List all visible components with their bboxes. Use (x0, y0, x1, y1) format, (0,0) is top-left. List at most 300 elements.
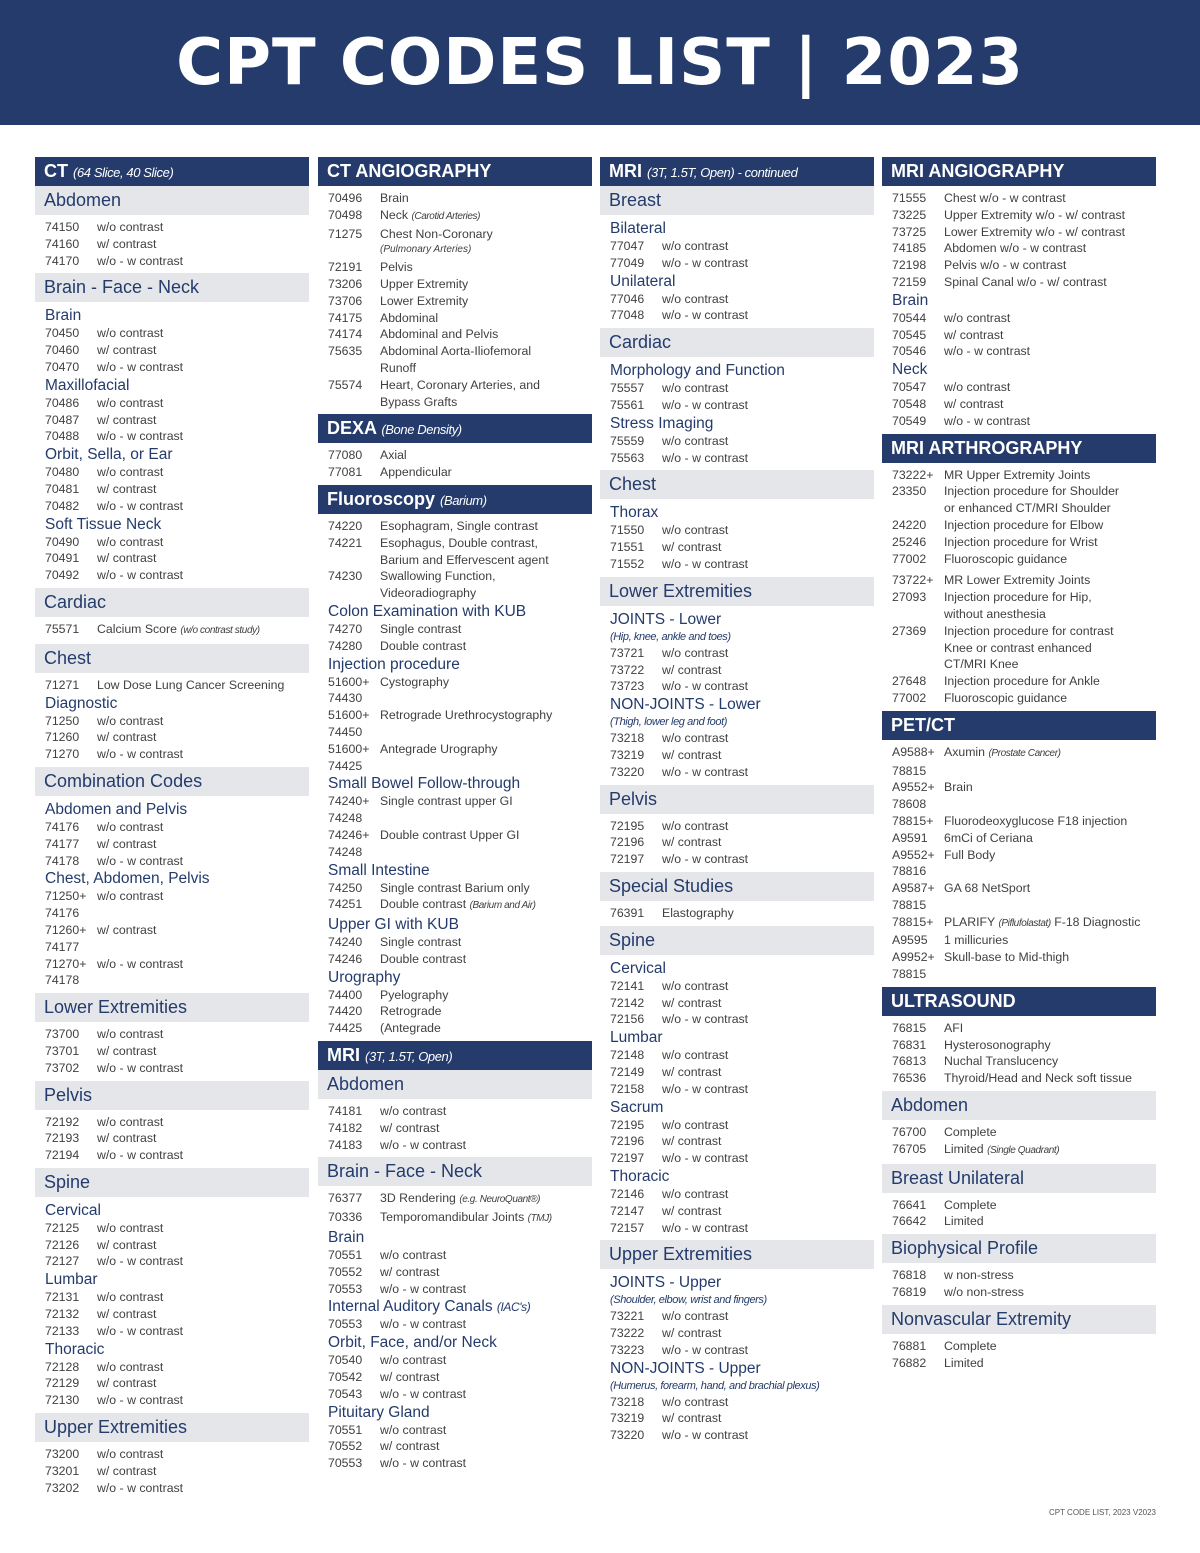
code-description (944, 690, 1156, 707)
cpt-code: 74182 (328, 1120, 363, 1135)
group-label-text: Pituitary Gland (328, 1403, 430, 1421)
code-row (892, 343, 1156, 360)
code-description (944, 1338, 1156, 1355)
cpt-code: 71275 (328, 226, 363, 241)
code-row (45, 836, 309, 853)
description-text: w/o - w contrast (662, 397, 749, 412)
description-text: w/o contrast (380, 1248, 447, 1263)
cpt-code: 76700 (892, 1125, 927, 1140)
code-row (610, 834, 874, 851)
cpt-code: 78815 (892, 763, 927, 778)
code-description (944, 207, 1156, 224)
description-text: 1 millicuries (944, 933, 1009, 948)
description-text: 6mCi of Ceriana (944, 830, 1033, 845)
code-description (97, 1359, 309, 1376)
cpt-code: 71260+ (45, 922, 87, 937)
code-row (892, 274, 1156, 291)
cpt-code: 24220 (892, 517, 927, 532)
cpt-code: 75571 (45, 621, 80, 636)
description-text: w/ contrast (662, 1411, 722, 1426)
code-description (662, 238, 874, 255)
description-text: Abdominal and Pelvis (380, 327, 499, 342)
cpt-code: A9587+ (892, 881, 935, 896)
section-header (318, 1041, 592, 1070)
code-block (35, 796, 309, 993)
section-title: MRI ANGIOGRAPHY (891, 161, 1065, 181)
cpt-code: A9588+ (892, 744, 935, 759)
cpt-code: 71555 (892, 191, 927, 205)
code-description (97, 1130, 309, 1147)
description-text: Single contrast upper GI (380, 794, 513, 809)
code-description (97, 1043, 309, 1060)
code-row (610, 1325, 874, 1342)
description-text: Appendicular (380, 465, 452, 480)
group-label-text: Thorax (610, 504, 659, 522)
subsection-header: Pelvis (600, 785, 874, 814)
description-text: Fluorodeoxyglucose F18 injection (944, 813, 1128, 828)
cpt-code: 74177 (45, 939, 80, 954)
cpt-code: 70548 (892, 396, 927, 411)
description-text: Calcium Score (97, 621, 177, 636)
code-description (662, 905, 874, 922)
code-description (944, 572, 1156, 589)
column-4 (882, 157, 1156, 1375)
cpt-code: 70546 (892, 344, 927, 359)
code-block (882, 463, 1156, 711)
code-row (610, 678, 874, 695)
code-description (97, 1253, 309, 1270)
description-text: Hysterosonography (944, 1037, 1051, 1052)
code-block (600, 357, 874, 470)
group-label-text: Cervical (45, 1201, 101, 1219)
description-text: AFI (944, 1020, 964, 1035)
cpt-code: 73218 (610, 731, 645, 746)
description-text: w/o - w contrast (97, 1480, 184, 1495)
group-label-text: Cervical (610, 959, 666, 977)
cpt-code: 76831 (892, 1037, 927, 1052)
cpt-code: 78815 (892, 967, 927, 982)
code-row (328, 690, 592, 707)
code-description (380, 621, 592, 638)
cpt-code: 70553 (328, 1317, 363, 1332)
code-description (380, 1137, 592, 1154)
code-row (892, 310, 1156, 327)
subsection-header: Spine (600, 926, 874, 955)
cpt-code: 77081 (328, 465, 363, 480)
cpt-code: 75559 (610, 433, 645, 448)
code-row (45, 1026, 309, 1043)
code-row (892, 467, 1156, 484)
description-text: w/o contrast (662, 818, 729, 833)
code-description (662, 556, 874, 573)
cpt-code: A9952+ (892, 950, 935, 965)
code-description (97, 939, 309, 956)
group-label-text: Brain (45, 307, 82, 325)
description-text: w/o - w contrast (97, 853, 184, 868)
description-text: w/o - w contrast (662, 556, 749, 571)
group-note: (Humerus, forearm, hand, and brachial plexus) (610, 1379, 820, 1392)
description-continued: (Pulmonary Arteries) (380, 244, 472, 256)
group-label-text: Lumbar (610, 1029, 663, 1047)
description-text: w/ contrast (97, 1307, 157, 1322)
description-text: Brain (380, 191, 409, 205)
code-description (380, 259, 592, 276)
code-description (944, 673, 1156, 690)
description-text: w/o - w contrast (97, 568, 184, 583)
code-description (380, 934, 592, 951)
subsection-header: Chest (35, 644, 309, 673)
group-label-text: Bilateral (610, 220, 666, 237)
description-note: (TMJ) (527, 1213, 552, 1225)
code-row (610, 978, 874, 995)
group-label (610, 1167, 874, 1186)
cpt-code: 74160 (45, 236, 80, 251)
cpt-code: 73202 (45, 1480, 80, 1495)
cpt-code: 74176 (45, 819, 80, 834)
code-row (610, 556, 874, 573)
group-label-text: Abdomen and Pelvis (45, 800, 188, 818)
description-text: w/ contrast (662, 662, 722, 677)
cpt-code: 70551 (328, 1422, 363, 1437)
description-text: w/o - w contrast (97, 1254, 184, 1269)
code-row (892, 534, 1156, 551)
cpt-code: 74400 (328, 987, 363, 1002)
description-text: w/o - w contrast (944, 344, 1031, 359)
code-row (892, 224, 1156, 241)
code-row (892, 880, 1156, 897)
code-description (97, 253, 309, 270)
group-label (328, 1333, 592, 1352)
description-text: Spinal Canal w/o - w/ contrast (944, 274, 1107, 289)
description-text: w/ contrast (97, 922, 157, 937)
cpt-code: 74174 (328, 327, 363, 342)
group-label (892, 291, 1156, 310)
cpt-code: 74185 (892, 241, 927, 256)
cpt-code: 70450 (45, 326, 80, 341)
description-text: w/o - w contrast (97, 1060, 184, 1075)
group-label (328, 1228, 592, 1247)
code-description (662, 747, 874, 764)
description-text: w/o contrast (97, 220, 164, 234)
description-text: Retrograde Urethrocystography (380, 708, 553, 723)
code-description (97, 359, 309, 376)
description-text: w/o - w contrast (944, 413, 1031, 428)
code-row (610, 1117, 874, 1134)
code-description (380, 1422, 592, 1439)
code-row (45, 713, 309, 730)
code-row (610, 255, 874, 272)
description-text: w/o non-stress (944, 1285, 1024, 1300)
code-description (380, 1247, 592, 1264)
code-description (380, 190, 592, 207)
description-text: w/ contrast (97, 1043, 157, 1058)
code-row (610, 450, 874, 467)
code-description (97, 412, 309, 429)
code-row (328, 810, 592, 827)
code-block (882, 186, 1156, 434)
code-row (45, 1446, 309, 1463)
code-description (662, 1117, 874, 1134)
code-row (45, 1480, 309, 1497)
code-row (45, 677, 309, 694)
description-text: w/o contrast (97, 465, 164, 480)
code-row (328, 535, 592, 552)
group-label-text: Lumbar (45, 1271, 98, 1289)
code-row (45, 1392, 309, 1409)
description-text: w/o contrast (380, 1422, 447, 1437)
code-block (318, 443, 592, 485)
cpt-code: 72156 (610, 1012, 645, 1027)
code-row (328, 1264, 592, 1281)
description-text: Temporomandibular Joints (380, 1210, 525, 1225)
description-text: Chest Non-Coronary (380, 226, 493, 241)
description-text: Pelvis (380, 260, 413, 275)
code-row (45, 939, 309, 956)
code-row (892, 932, 1156, 949)
cpt-code: 72196 (610, 835, 645, 850)
group-label-text: Orbit, Sella, or Ear (45, 446, 173, 464)
cpt-code: 70552 (328, 1439, 363, 1454)
cpt-code: 76881 (892, 1338, 927, 1353)
code-row (892, 779, 1156, 796)
description-text: w/o contrast (97, 713, 164, 728)
group-label (328, 602, 592, 621)
cpt-code: 70498 (328, 207, 363, 222)
code-description (97, 1480, 309, 1497)
code-description (380, 1386, 592, 1403)
subsection-header: Abdomen (318, 1070, 592, 1099)
group-label (328, 1403, 592, 1422)
code-block (600, 499, 874, 576)
cpt-code: 72159 (892, 274, 927, 289)
cpt-code: 72149 (610, 1064, 645, 1079)
code-description (944, 396, 1156, 413)
code-description (944, 467, 1156, 484)
description-continued: Bypass Grafts (380, 394, 458, 409)
description-text: Neck (380, 207, 409, 222)
description-text: Complete (944, 1197, 997, 1212)
cpt-code: 73223 (610, 1342, 645, 1357)
code-row (328, 343, 592, 360)
code-row (328, 621, 592, 638)
subsection-header: Pelvis (35, 1081, 309, 1110)
code-row (45, 428, 309, 445)
cpt-code: 70460 (45, 343, 80, 358)
cpt-code: 74280 (328, 638, 363, 653)
code-row (45, 219, 309, 236)
description-text: w/ contrast (662, 1203, 722, 1218)
code-description (944, 1284, 1156, 1301)
code-description (662, 1203, 874, 1220)
code-row (328, 707, 592, 724)
group-label-text: JOINTS - Upper (610, 1274, 722, 1292)
code-description (97, 325, 309, 342)
description-continued: or enhanced CT/MRI Shoulder (944, 501, 1111, 516)
description-text: Single contrast (380, 621, 462, 636)
cpt-code: 77046 (610, 291, 645, 306)
subsection-header: Breast Unilateral (882, 1164, 1156, 1193)
description-text: w/o contrast (662, 433, 729, 448)
cpt-code: A9595 (892, 933, 928, 948)
subsection-header: Lower Extremities (35, 993, 309, 1022)
description-text: w/o contrast (380, 1104, 447, 1119)
cpt-code: 74251 (328, 897, 363, 912)
code-description (662, 1220, 874, 1237)
code-description (380, 987, 592, 1004)
group-label (610, 695, 874, 714)
cpt-code: 72195 (610, 1117, 645, 1132)
cpt-code: 72147 (610, 1203, 645, 1218)
description-continued: without anesthesia (944, 606, 1046, 621)
code-row (328, 1103, 592, 1120)
code-description (380, 1264, 592, 1281)
description-text: w/o contrast (662, 1048, 729, 1063)
code-description (97, 713, 309, 730)
description-text: w/o contrast (97, 1220, 164, 1235)
code-row (892, 1020, 1156, 1037)
code-row (328, 293, 592, 310)
code-row (45, 236, 309, 253)
description-note: (e.g. NeuroQuant®) (459, 1194, 541, 1206)
code-row (892, 1267, 1156, 1284)
code-description (97, 836, 309, 853)
cpt-code: 72146 (610, 1186, 645, 1201)
group-label-text: JOINTS - Lower (610, 610, 722, 628)
code-row (892, 744, 1156, 763)
code-row (892, 1355, 1156, 1372)
group-label (610, 1098, 874, 1117)
section-title: MRI (609, 161, 642, 181)
cpt-code: 75561 (610, 397, 645, 412)
cpt-code: 73222 (610, 1326, 645, 1341)
code-row (45, 956, 309, 973)
code-row (45, 922, 309, 939)
code-description (380, 844, 592, 861)
code-row (892, 949, 1156, 966)
footer-note: CPT CODE LIST, 2023 V2023 (1048, 1508, 1156, 1517)
description-text: w/ contrast (380, 1120, 440, 1135)
description-text: w/ contrast (97, 551, 157, 566)
description-note: (Prostate Cancer) (988, 747, 1061, 759)
group-label (610, 503, 874, 522)
code-row (328, 896, 592, 915)
code-description (380, 690, 592, 707)
description-text: w/ contrast (662, 540, 722, 555)
cpt-code: 70545 (892, 327, 927, 342)
code-description (97, 729, 309, 746)
cpt-code: 74170 (45, 253, 80, 268)
code-description (380, 343, 592, 360)
subsection-header: Lower Extremities (600, 577, 874, 606)
code-block (600, 1269, 874, 1448)
cpt-code: 74248 (328, 844, 363, 859)
code-description (380, 951, 592, 968)
column-2 (318, 157, 592, 1476)
description-continued: Runoff (380, 360, 417, 375)
code-description (662, 678, 874, 695)
code-description (944, 966, 1156, 983)
code-description (944, 813, 1156, 830)
code-row (45, 412, 309, 429)
code-row (610, 905, 874, 922)
group-label (45, 445, 309, 464)
cpt-code: 70543 (328, 1386, 363, 1401)
code-description (662, 255, 874, 272)
code-row (610, 747, 874, 764)
code-description (380, 1120, 592, 1137)
code-description (662, 397, 874, 414)
code-description (380, 707, 592, 724)
code-description (662, 818, 874, 835)
code-description (662, 539, 874, 556)
cpt-code: 78815+ (892, 914, 934, 929)
cpt-code: 72133 (45, 1323, 80, 1338)
description-text: Double contrast (380, 951, 467, 966)
description-text: Complete (944, 1338, 997, 1353)
description-text: Esophagram, Single contrast (380, 518, 538, 533)
code-description (662, 450, 874, 467)
cpt-code: 71271 (45, 677, 80, 692)
subsection-header: Special Studies (600, 872, 874, 901)
cpt-code: 74250 (328, 880, 363, 895)
code-row (610, 645, 874, 662)
code-description (662, 1133, 874, 1150)
description-text: w/o contrast (662, 1186, 729, 1201)
code-row (45, 253, 309, 270)
code-description (662, 1325, 874, 1342)
code-description (662, 1394, 874, 1411)
cpt-code: 70470 (45, 359, 80, 374)
code-row (45, 1147, 309, 1164)
code-description (380, 207, 592, 226)
section-header (882, 157, 1156, 186)
cpt-code: 74246+ (328, 827, 370, 842)
code-row (45, 1114, 309, 1131)
code-row (328, 951, 592, 968)
cpt-code: 78815+ (892, 813, 934, 828)
group-label (45, 1270, 309, 1289)
description-text: Injection procedure for Shoulder (944, 484, 1119, 499)
code-row (45, 395, 309, 412)
code-row (328, 568, 592, 585)
cpt-code: A9591 (892, 830, 928, 845)
description-continued: Videoradiography (380, 586, 477, 601)
code-description (944, 779, 1156, 796)
description-text: Axumin (944, 744, 986, 759)
cpt-code: A9552+ (892, 847, 935, 862)
code-description (380, 568, 592, 585)
code-description (97, 853, 309, 870)
code-row (328, 934, 592, 951)
code-row (328, 326, 592, 343)
code-description (944, 932, 1156, 949)
cpt-code: 74270 (328, 621, 363, 636)
column-3 (600, 157, 874, 1448)
code-description (662, 645, 874, 662)
description-text: w/o contrast (662, 1394, 729, 1409)
code-description (380, 1190, 592, 1209)
code-description (944, 534, 1156, 551)
code-row (328, 1281, 592, 1298)
section-note: (3T, 1.5T, Open) (365, 1049, 453, 1065)
description-text: Pelvis w/o - w contrast (944, 258, 1067, 273)
section-title: MRI (327, 1045, 360, 1066)
code-description (380, 827, 592, 844)
cpt-code: 72125 (45, 1220, 80, 1235)
description-text: Double contrast Upper GI (380, 827, 520, 842)
description-text: w/o contrast (97, 1290, 164, 1305)
section-header (882, 434, 1156, 463)
